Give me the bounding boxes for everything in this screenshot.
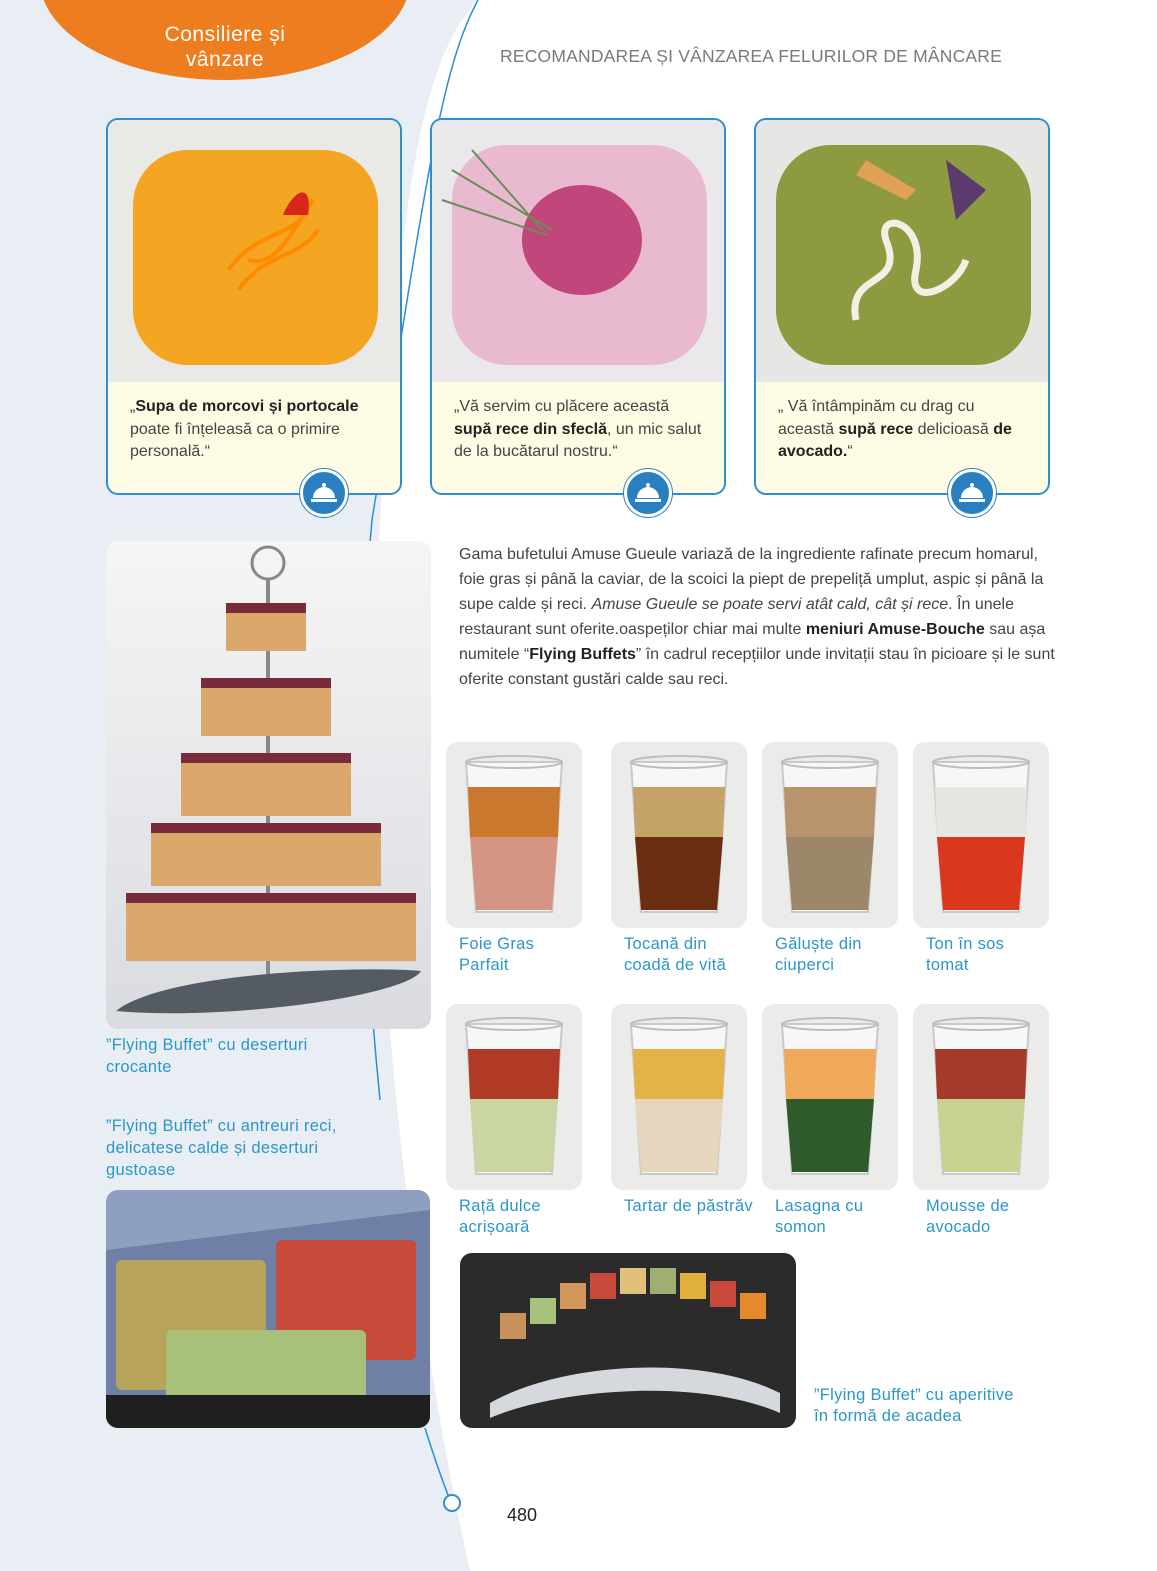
paragraph-text: Gama bufetului Amuse Gueule variază de la ingrediente rafinate precum homarul, foie gras și până la caviar, de la scoici la piept de prepeliță umplut, aspic și până la supe calde și reci. [459, 546, 1044, 613]
tray-caption [106, 1115, 337, 1181]
soup-text-part: poate fi înțeleasă ca o primire personală.“ [130, 420, 340, 460]
verrine-label [459, 1196, 599, 1237]
intro-paragraph [459, 542, 1059, 692]
beet-soup-photo [432, 120, 724, 382]
paragraph-italic: Amuse Gueule se poate servi atât cald, cât și rece [591, 596, 949, 613]
verrine-photo [913, 742, 1049, 928]
verrine-photo [762, 1004, 898, 1190]
chapter-tab-line2: vânzare [185, 48, 265, 71]
carrot-soup-photo [108, 120, 400, 382]
soup-text-bold: supă rece [838, 420, 914, 438]
dessert-tower-photo [106, 541, 431, 1029]
verrine-label-line1: Rață dulce [459, 1197, 541, 1215]
lollipop-caption-line1: ”Flying Buffet” cu aperitive [814, 1386, 1014, 1404]
serving-cloche-icon [300, 469, 348, 517]
verrine-label-line2: somon [775, 1217, 827, 1236]
tray-caption-line3: gustoase [106, 1161, 176, 1179]
verrine-label-line2: Parfait [459, 955, 509, 974]
verrine-label [926, 934, 1066, 975]
soup-text-bold: Supa de morcovi și portocale [135, 398, 359, 415]
soup-text-part: „ Vă întâmpinăm cu drag cu această [778, 398, 975, 438]
paragraph-bold: meniuri Amuse-Bouche [805, 621, 985, 638]
soup-card-avocado [754, 118, 1050, 495]
avocado-soup-photo [756, 120, 1048, 382]
soup-text-bold: supă rece din sfeclă [454, 420, 607, 438]
verrine-photo [446, 1004, 582, 1190]
serving-cloche-icon [948, 469, 996, 517]
paragraph-text: . În unele restaurant sunt oferite.oaspeților chiar mai multe [459, 596, 1014, 638]
verrine-photo [611, 742, 747, 928]
soup-card-text [454, 396, 709, 464]
verrine-label [459, 934, 599, 975]
chapter-tab-line1: Consiliere și [164, 23, 286, 46]
running-head: RECOMANDAREA ȘI VÂNZAREA FELURILOR DE MÂNCARE [500, 46, 1003, 66]
tower-caption-line1: ”Flying Buffet” cu deserturi [106, 1036, 308, 1054]
verrine-label [624, 934, 764, 975]
verrine-label [775, 934, 915, 975]
soup-card-carrot [106, 118, 402, 495]
soup-text-part: delicioasă [913, 420, 994, 438]
verrine-label-line1: Tartar de păstrăv [624, 1197, 753, 1215]
verrine-label-line1: Găluște din [775, 935, 862, 953]
soup-text-part: „Vă servim cu plăcere această [454, 398, 670, 415]
paragraph-bold: Flying Buffets [529, 646, 636, 663]
lollipop-caption [814, 1385, 1014, 1426]
verrine-label-line1: Mousse de [926, 1197, 1010, 1215]
verrine-label-line1: Foie Gras [459, 935, 535, 953]
soup-card-text [778, 396, 1033, 464]
paragraph-text: ” în cadrul recepțiilor unde invitații stau în picioare și le sunt oferite constant gustări calde sau reci. [459, 646, 1055, 688]
verrine-label-line1: Lasagna cu [775, 1197, 864, 1215]
paragraph-text: sau așa numitele “ [459, 621, 1046, 663]
verrine-photo [913, 1004, 1049, 1190]
verrine-label-line2: ciuperci [775, 955, 835, 974]
verrine-label-line1: Ton în sos [926, 935, 1005, 953]
verrine-label [775, 1196, 915, 1237]
verrine-label-line2: tomat [926, 955, 969, 974]
verrine-label-line2: coadă de vită [624, 955, 727, 974]
verrine-photo [762, 742, 898, 928]
lollipop-appetizer-photo [460, 1253, 796, 1428]
verrine-label-line2: acrișoară [459, 1217, 530, 1236]
tray-caption-line1: ”Flying Buffet” cu antreuri reci, [106, 1117, 337, 1135]
verrine-photo [446, 742, 582, 928]
soup-card-beet [430, 118, 726, 495]
serving-cloche-icon [624, 469, 672, 517]
verrine-photo [611, 1004, 747, 1190]
verrine-label-line1: Tocană din [624, 935, 707, 953]
tower-caption [106, 1034, 308, 1078]
tray-caption-line2: delicatese calde și deserturi [106, 1139, 319, 1157]
soup-text-part: „ [130, 398, 136, 415]
verrine-label [926, 1196, 1066, 1237]
verrine-tray-photo [106, 1190, 430, 1428]
chapter-tab-label [120, 22, 330, 72]
soup-text-part: , un mic salut de la bucătarul nostru.“ [454, 420, 702, 460]
tower-caption-line2: crocante [106, 1058, 172, 1076]
verrine-label [624, 1196, 764, 1217]
verrine-label-line2: avocado [926, 1217, 991, 1236]
soup-card-text [130, 396, 385, 464]
page-number: 480 [507, 1505, 538, 1525]
soup-text-bold: de avocado. [778, 420, 1012, 460]
soup-text-part: “ [847, 443, 853, 460]
lollipop-caption-line2: în formă de acadea [814, 1406, 962, 1425]
